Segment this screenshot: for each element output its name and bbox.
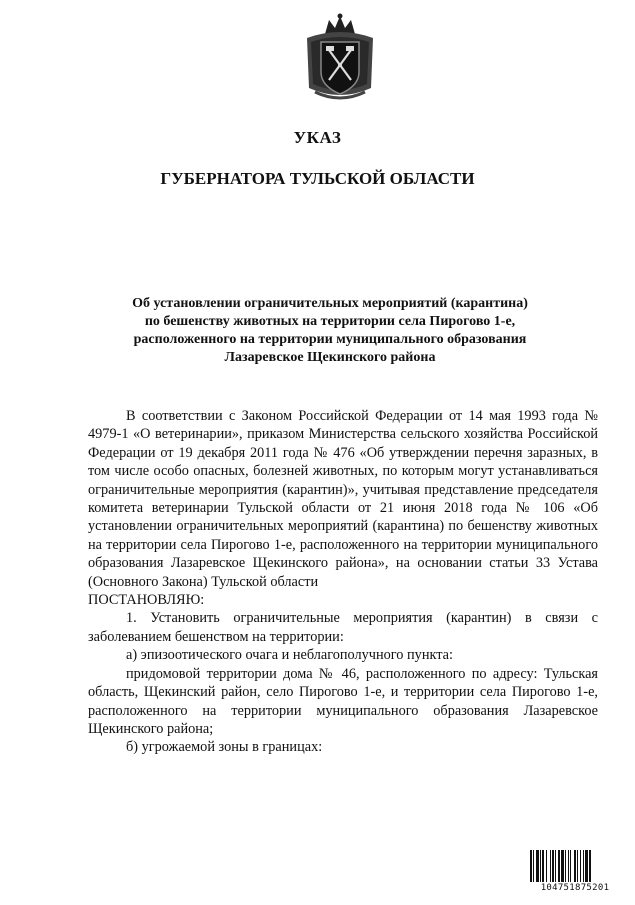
heading-line: Лазаревское Щекинского района xyxy=(224,350,436,365)
clause-b-paragraph: б) угрожаемой зоны в границах: xyxy=(126,739,323,756)
document-title: УКАЗ xyxy=(293,128,342,147)
heading-line: расположенного на территории муниципального образования xyxy=(133,332,527,347)
coat-of-arms-icon xyxy=(301,12,379,104)
heading-line: по бешенству животных на территории села Пирогово 1-е, xyxy=(144,314,516,329)
barcode-number: 104751875201 xyxy=(540,883,610,893)
clause-a-paragraph: а) эпизоотического очага и неблагополучного пункта: xyxy=(126,647,453,664)
barcode xyxy=(530,850,620,896)
barcode-bars-icon xyxy=(530,850,620,882)
heading-line: Об установлении ограничительных мероприятий (карантина) xyxy=(132,296,528,311)
clause-1-paragraph: 1. Установить ограничительные мероприятия (карантин) в связи с заболеванием бешенством на территории: xyxy=(88,610,598,645)
document-heading xyxy=(95,295,565,367)
clause-a-detail-paragraph: придомовой территории дома № 46, расположенного по адресу: Тульская область, Щекинский район, село Пирогово 1-е, и территории села Пирогово 1-е, расположенного на территории муниципального образования Лазаревское Щекинского района; xyxy=(88,665,598,737)
document-body xyxy=(88,407,598,757)
document-subtitle: ГУБЕРНАТОРА ТУЛЬСКОЙ ОБЛАСТИ xyxy=(160,169,475,188)
decree-keyword: ПОСТАНОВЛЯЮ: xyxy=(88,592,205,609)
preamble-paragraph: В соответствии с Законом Российской Федерации от 14 мая 1993 года № 4979-1 «О ветеринарии», приказом Министерства сельского хозяйства Российской Федерации от 19 декабря 2011 года № 476 «Об утверждении перечня заразных, в том числе особо опасных, болезней животных, по которым могут устанавливаться ограничительные мероприятия (карантин)», учитывая представление председателя комитета ветеринарии Тульской области от 21 июня 2018 года № 106 «Об установлении ограничительных мероприятий (карантина) по бешенству животных на территории села Пирогово 1-е, расположенного на территории муниципального образования Лазаревское Щекинского района», на основании статьи 33 Устава (Основного Закона) Тульской области xyxy=(88,408,598,590)
